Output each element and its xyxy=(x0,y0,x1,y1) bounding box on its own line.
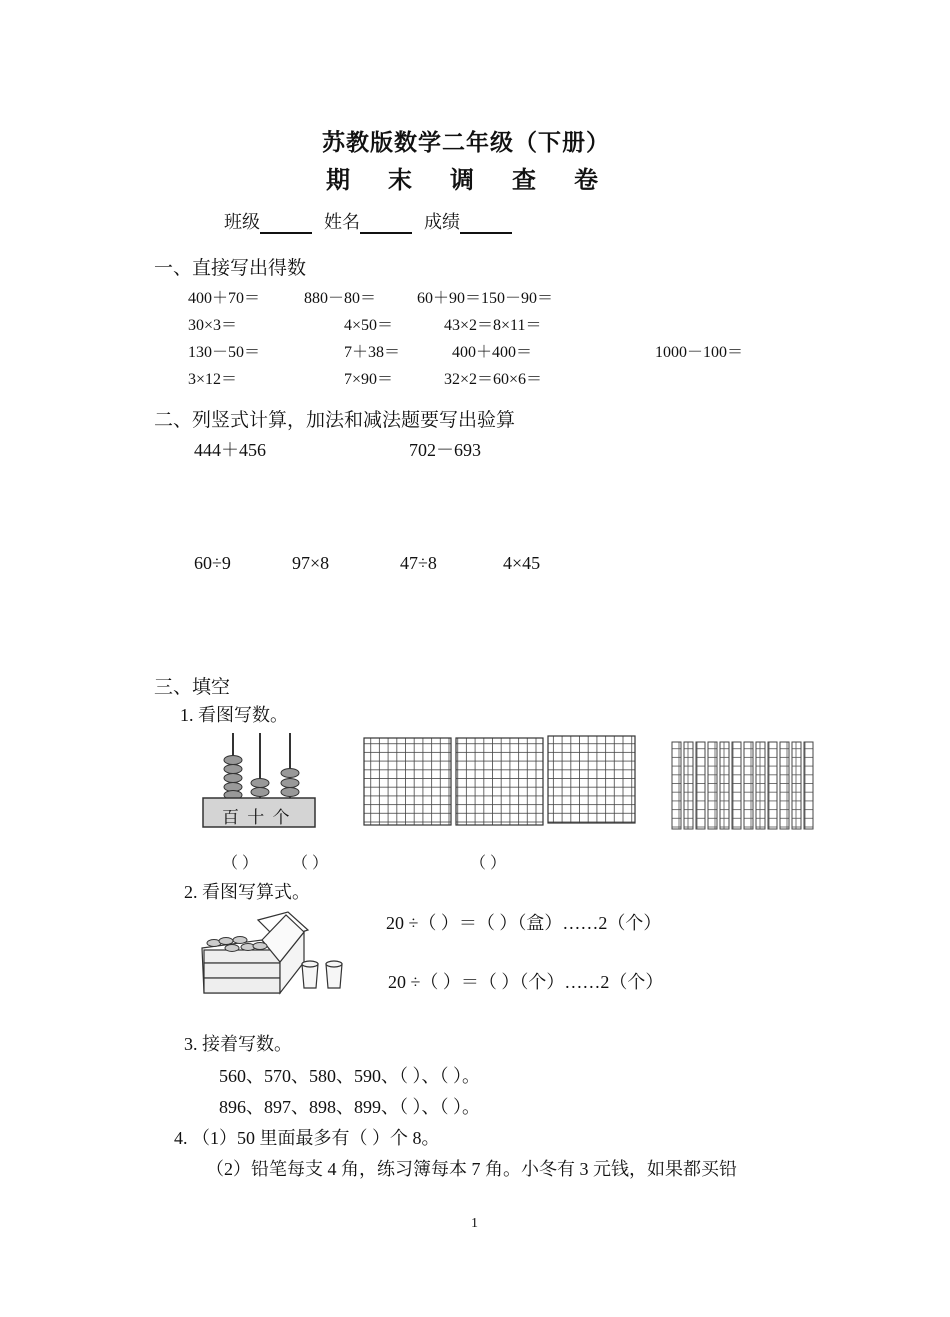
name-blank[interactable] xyxy=(360,214,412,234)
section1-heading: 一、直接写出得数 xyxy=(154,258,307,279)
calc-item: 130－50＝ xyxy=(188,344,261,361)
q2-equation-2: 20 ÷（ ）＝（ ）（个）……2（个） xyxy=(388,972,664,992)
doc-subtitle xyxy=(326,160,598,195)
vertical-calc-item: 97×8 xyxy=(292,553,330,573)
answer-blank[interactable]: （ ） xyxy=(470,855,507,872)
abacus-label-hundreds: 百 xyxy=(222,808,241,827)
calc-item: 30×3＝ xyxy=(188,317,238,334)
doc-title: 苏教版数学二年级（下册） xyxy=(322,130,610,155)
calc-item: 7×90＝ xyxy=(344,371,394,388)
vertical-calc-item: 4×45 xyxy=(503,553,541,573)
score-label: 成绩 xyxy=(424,212,460,232)
name-label: 姓名 xyxy=(324,212,360,232)
calc-item: 43×2＝8×11＝ xyxy=(444,317,542,334)
abacus-label-tens: 十 xyxy=(247,808,267,827)
vertical-calc-item: 60÷9 xyxy=(194,553,231,573)
calc-item: 400＋70＝ xyxy=(188,290,261,307)
subtitle-char: 卷 xyxy=(574,168,598,194)
answer-blank[interactable]: （ ） xyxy=(292,855,329,872)
q1-label: 1. 看图写数。 xyxy=(180,705,288,725)
section3-heading: 三、填空 xyxy=(154,677,231,698)
subtitle-char: 查 xyxy=(512,168,536,194)
abacus-label-ones: 个 xyxy=(272,808,292,827)
q3-label: 3. 接着写数。 xyxy=(184,1034,292,1054)
score-blank[interactable] xyxy=(460,214,512,234)
vertical-calc-item: 444＋456 xyxy=(194,440,266,460)
box-cups-figure xyxy=(198,910,358,998)
q3-sequence-2: 896、897、898、899、（ ）、（ ）。 xyxy=(219,1097,480,1117)
class-label: 班级 xyxy=(224,212,260,232)
q4-part2: （2）铅笔每支 4 角，练习簿每本 7 角。小冬有 3 元钱，如果都买铅 xyxy=(206,1159,737,1179)
ten-strips-figure xyxy=(670,740,820,832)
answer-blank[interactable]: （ ） xyxy=(222,855,259,872)
calc-item: 4×50＝ xyxy=(344,317,394,334)
abacus-labels xyxy=(222,803,292,828)
calc-item: 32×2＝60×6＝ xyxy=(444,371,543,388)
calc-item: 880－80＝ xyxy=(304,290,377,307)
q3-sequence-1: 560、570、580、590、（ ）、（ ）。 xyxy=(219,1066,480,1086)
calc-item: 60＋90＝150－90＝ xyxy=(417,290,554,307)
page-number: 1 xyxy=(471,1216,478,1231)
student-info-line xyxy=(224,208,524,234)
calc-item: 1000－100＝ xyxy=(655,344,744,361)
q4-part1: 4. （1）50 里面最多有（ ）个 8。 xyxy=(174,1128,440,1148)
q2-label: 2. 看图写算式。 xyxy=(184,882,310,902)
q2-equation-1: 20 ÷（ ）＝（ ）（盒）……2（个） xyxy=(386,913,662,933)
hundred-squares-figure xyxy=(362,735,638,827)
vertical-calc-item: 47÷8 xyxy=(400,553,437,573)
subtitle-char: 调 xyxy=(450,168,474,194)
subtitle-char: 末 xyxy=(388,168,412,194)
subtitle-char: 期 xyxy=(326,168,350,194)
calc-item: 3×12＝ xyxy=(188,371,238,388)
calc-item: 7＋38＝ xyxy=(344,344,401,361)
calc-item: 400＋400＝ xyxy=(452,344,533,361)
vertical-calc-item: 702－693 xyxy=(409,440,481,460)
class-blank[interactable] xyxy=(260,214,312,234)
section2-heading: 二、列竖式计算，加法和减法题要写出验算 xyxy=(154,410,516,431)
